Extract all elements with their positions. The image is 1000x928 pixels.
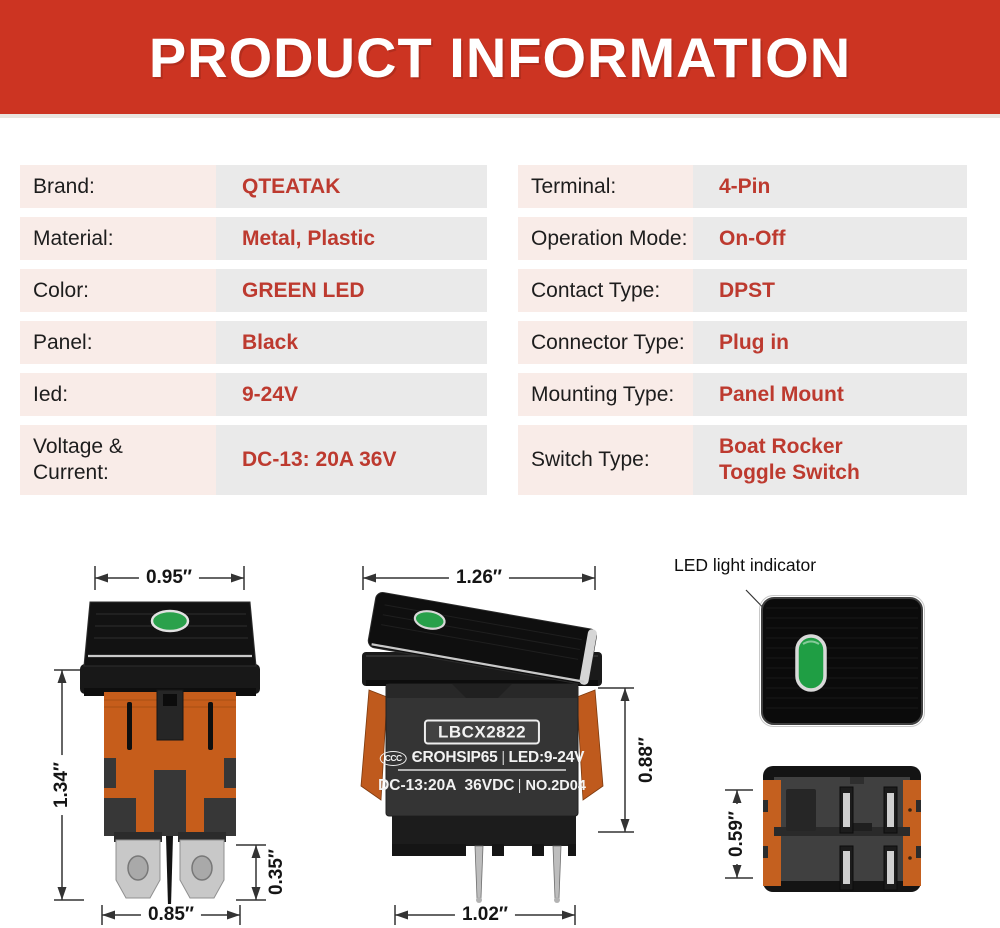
spec-value-mounting-type: Panel Mount: [693, 373, 967, 416]
spec-label-mounting-type: Mounting Type:: [518, 373, 693, 416]
part-no-label: NO.2D04: [525, 778, 586, 794]
model-number-label: [424, 720, 540, 745]
dimension-side-bottom-width: 1.02″: [455, 904, 515, 926]
spec-value-switch-type: Boat Rocker Toggle Switch: [693, 425, 967, 495]
product-figures: [0, 538, 1000, 928]
spec-value-led: 9-24V: [216, 373, 487, 416]
spec-label-operation-mode: Operation Mode:: [518, 217, 693, 260]
spec-value-operation-mode: On-Off: [693, 217, 967, 260]
switch-front-view: [80, 602, 260, 906]
ccc-mark-icon: CCC: [380, 751, 407, 766]
spec-label-switch-type: Switch Type:: [518, 425, 693, 495]
spec-value-voltage: DC-13: 20A 36V: [216, 425, 487, 495]
spec-value-material: Metal, Plastic: [216, 217, 487, 260]
spec-value-terminal: 4-Pin: [693, 165, 967, 208]
dimension-side-height: 0.88″: [636, 730, 658, 790]
dimension-front-bottom-width: 0.85″: [141, 904, 201, 926]
spec-label-led: Ied:: [20, 373, 216, 416]
spec-label-connector-type: Connector Type:: [518, 321, 693, 364]
spec-value-contact-type: DPST: [693, 269, 967, 312]
divider-bar-icon: [503, 751, 504, 765]
spec-value-panel: Black: [216, 321, 487, 364]
switch-bottom-view: [763, 766, 921, 892]
header-banner: [0, 0, 1000, 118]
led-rating-label: LED:9-24V: [508, 749, 585, 766]
dc-rating-label: DC-13:20A 36VDC: [378, 777, 515, 794]
spec-value-color: GREEN LED: [216, 269, 487, 312]
electrical-rating-line: [378, 777, 586, 795]
dimension-side-width: 1.26″: [449, 567, 509, 589]
green-led-icon: [797, 636, 825, 690]
model-number: LBCX2822: [424, 720, 540, 745]
led-indicator-note: LED light indicator: [674, 555, 817, 575]
dimension-bottom-view-height: 0.59″: [726, 804, 748, 864]
green-led-icon: [152, 611, 188, 631]
switch-side-view: [361, 591, 603, 903]
spec-value-connector-type: Plug in: [693, 321, 967, 364]
spec-label-brand: Brand:: [20, 165, 216, 208]
spec-label-material: Material:: [20, 217, 216, 260]
dimension-front-width: 0.95″: [139, 567, 199, 589]
divider-bar-icon: [519, 779, 520, 793]
page-title: PRODUCT INFORMATION: [148, 25, 852, 89]
ce-rohs-ip-label: ЄROHSIP65: [411, 749, 498, 766]
spec-label-contact-type: Contact Type:: [518, 269, 693, 312]
spec-label-terminal: Terminal:: [518, 165, 693, 208]
dimension-front-height: 1.34″: [51, 755, 73, 815]
switch-top-view: [760, 596, 925, 727]
spec-label-voltage: Voltage & Current:: [20, 425, 216, 495]
spec-label-panel: Panel:: [20, 321, 216, 364]
spec-value-brand: QTEATAK: [216, 165, 487, 208]
dimension-pin-height: 0.35″: [266, 842, 288, 902]
certification-line: [380, 749, 585, 767]
spec-label-color: Color:: [20, 269, 216, 312]
